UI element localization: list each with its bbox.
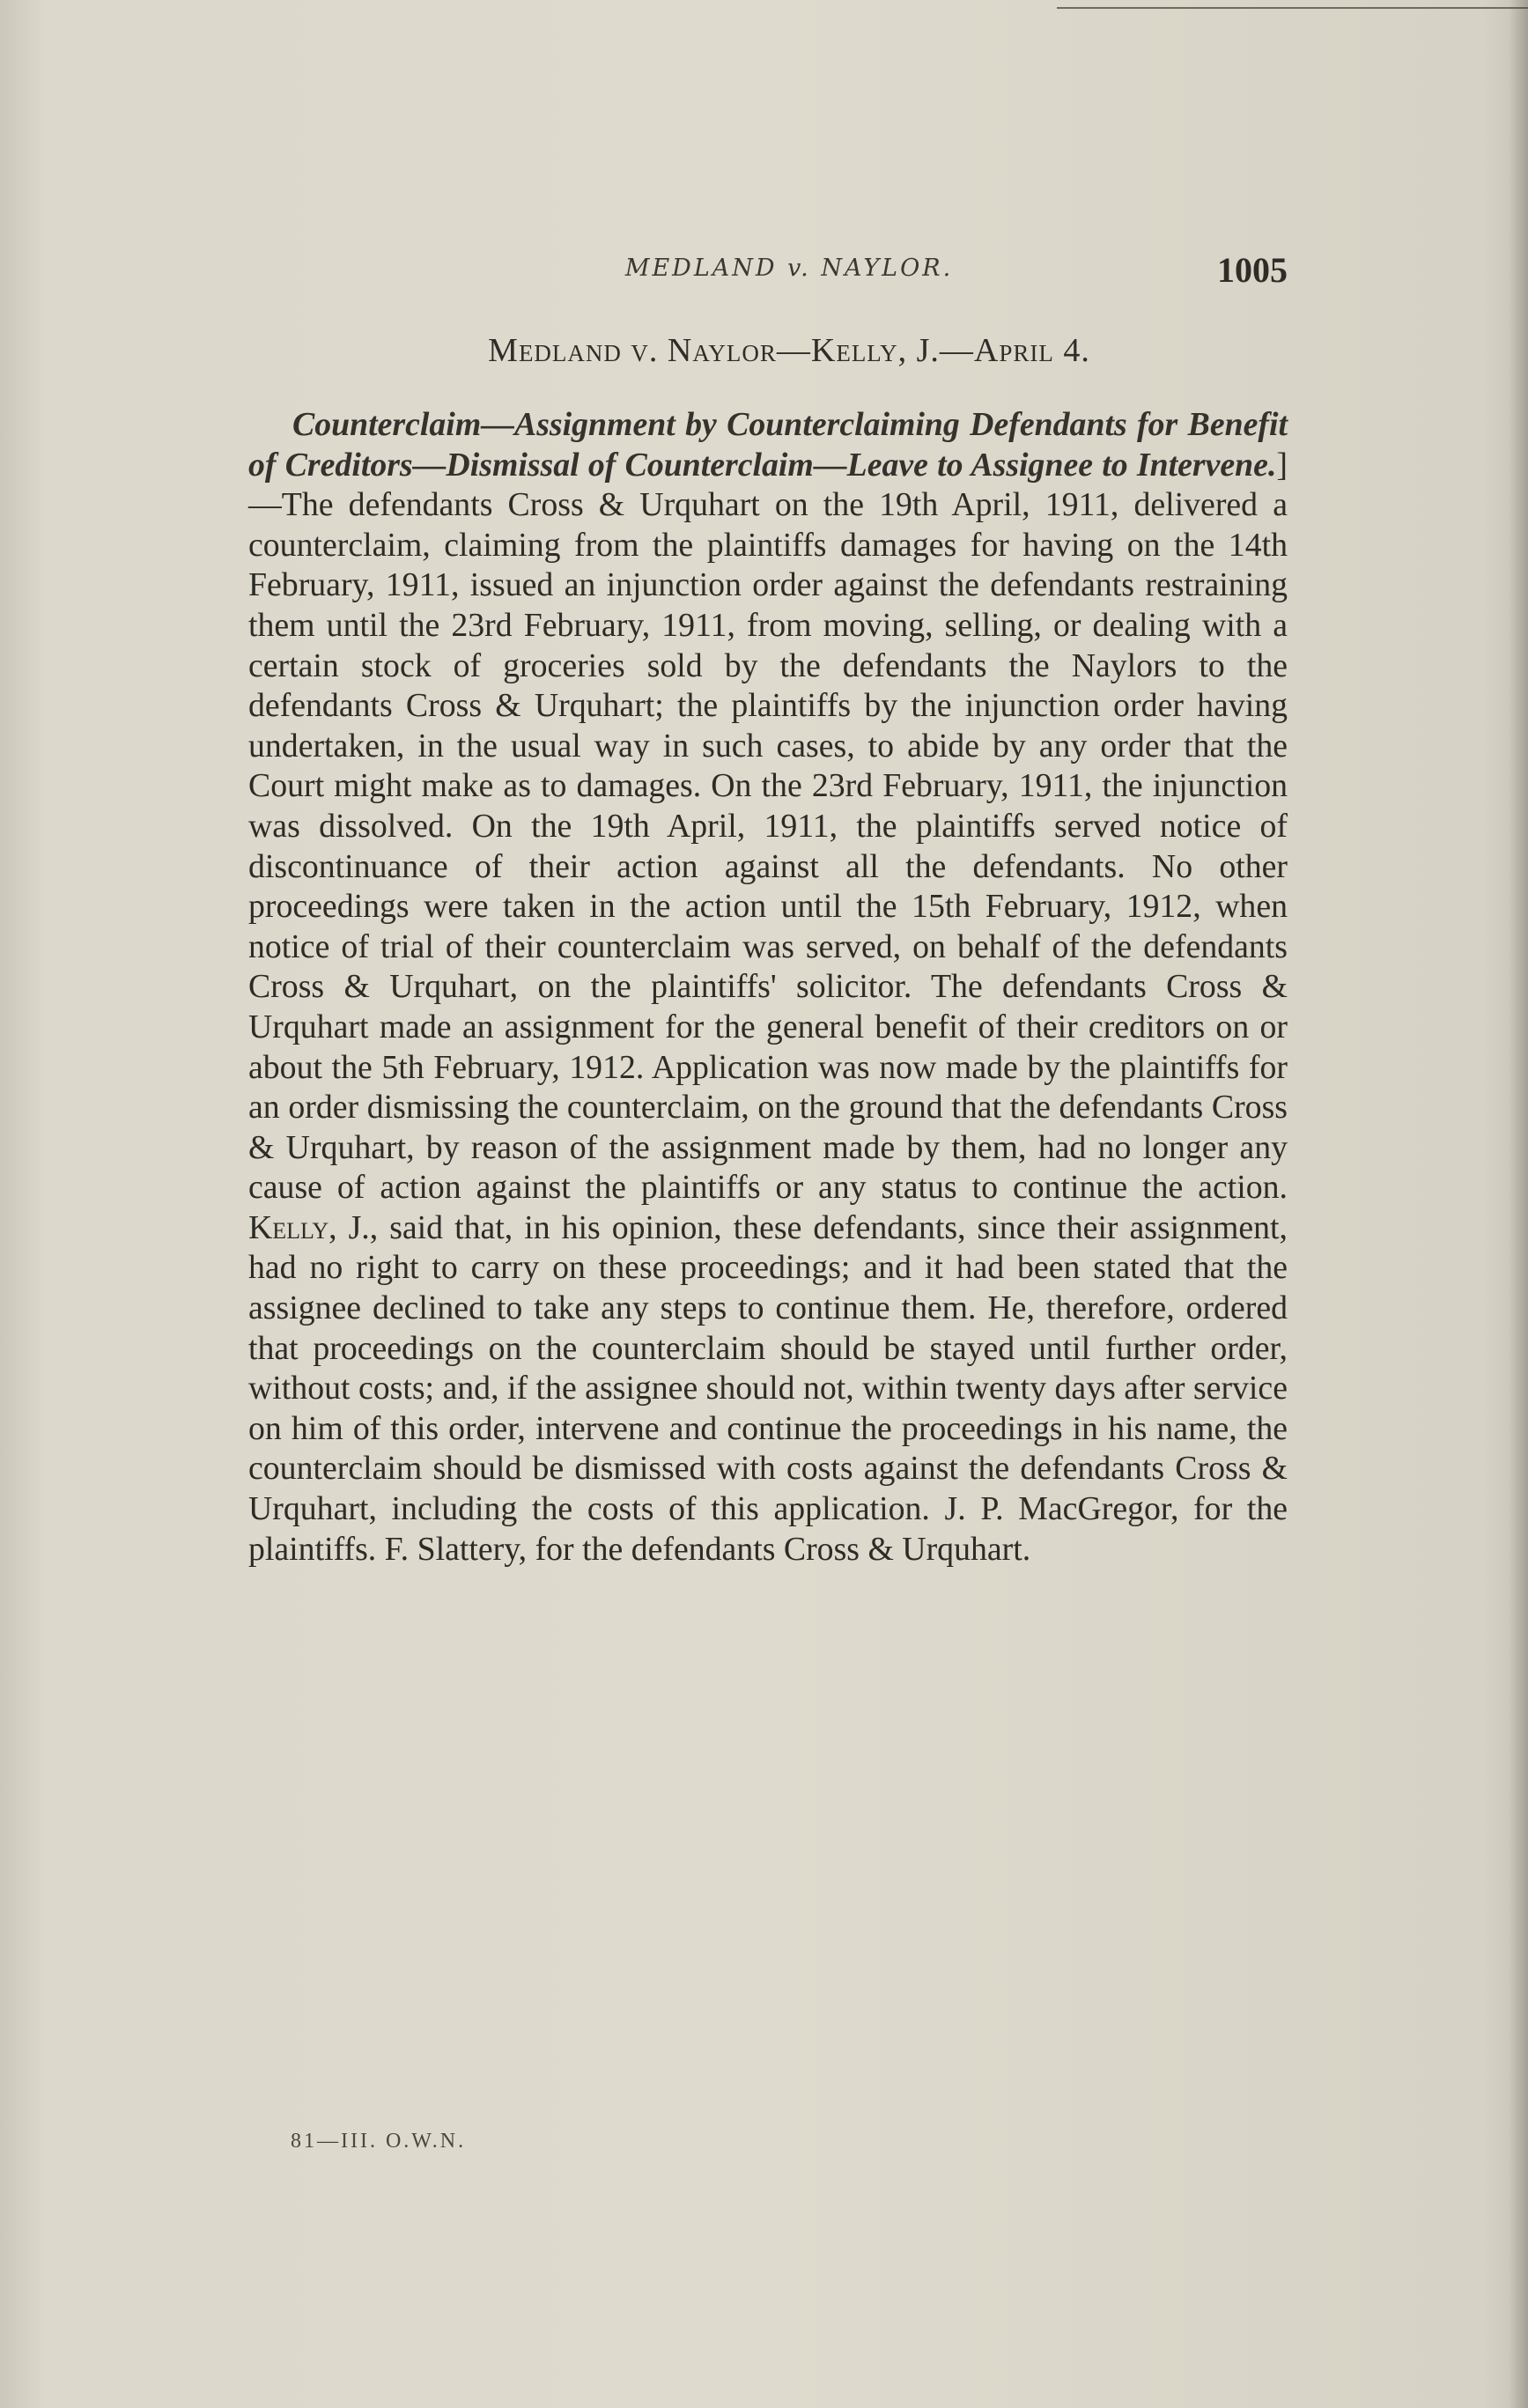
- paragraph-text-part2: , J., said that, in his opinion, these defendants, since their assignment, had no right to carry on these proceedings; and it had been stated that the assignee declined to take any steps to continue them. He, therefore, ordered that proceedings on the counterclaim should be stayed until further order, without costs; and, if the assignee should not, within twenty days after service on him of this order, intervene and continue the proceedings in his name, the counterclaim should be dismissed with costs against the defendants Cross & Urquhart, including the costs of this application. J. P. MacGregor, for the plaintiffs. F. Slattery, for the defendants Cross & Urquhart.: [248, 1208, 1288, 1568]
- running-title: MEDLAND v. NAYLOR.: [624, 255, 954, 282]
- footer-signature: 81—III. O.W.N.: [291, 2130, 467, 2153]
- page-top-rule: [1057, 7, 1528, 9]
- running-head: [291, 249, 1288, 302]
- case-paragraph: [248, 405, 1288, 1570]
- case-heading: Medland v. Naylor—Kelly, J.—April 4.: [488, 332, 1090, 369]
- paragraph-text-part1: ]—The defendants Cross & Urquhart on the 19th April, 1911, delivered a counterclaim, claiming from the plaintiffs damages for having on the 14th February, 1911, issued an injunction order against the defendants restraining them until the 23rd February, 1911, from moving, selling, or dealing with a certain stock of groceries sold by the defendants the Naylors to the defendants Cross & Urquhart; the plaintiffs by the injunction order having undertaken, in the usual way in such cases, to abide by any order that the Court might make as to damages. On the 23rd February, 1911, the injunction was dissolved. On the 19th April, 1911, the plaintiffs served notice of discontinuance of their action against all the defendants. No other proceedings were taken in the action until the 15th February, 1912, when notice of trial of their counterclaim was served, on behalf of the defendants Cross & Urquhart, on the plaintiffs' solicitor. The defendants Cross & Urquhart made an assignment for the general benefit of their creditors on or about the 5th February, 1912. Application was now made by the plaintiffs for an order dismissing the counterclaim, on the ground that the defendants Cross & Urquhart, by reason of the assignment made by them, had no longer any cause of action against the plaintiffs or any status to continue the action.: [248, 446, 1288, 1207]
- judge-name: Kelly: [248, 1208, 329, 1246]
- page-number: 1005: [1217, 250, 1288, 290]
- headnote: Counterclaim—Assignment by Counterclaiming Defendants for Benefit of Creditors—Dismissal of Counterclaim—Leave to Assignee to Intervene.: [248, 406, 1288, 484]
- page-edge-shadow: [1509, 0, 1528, 2408]
